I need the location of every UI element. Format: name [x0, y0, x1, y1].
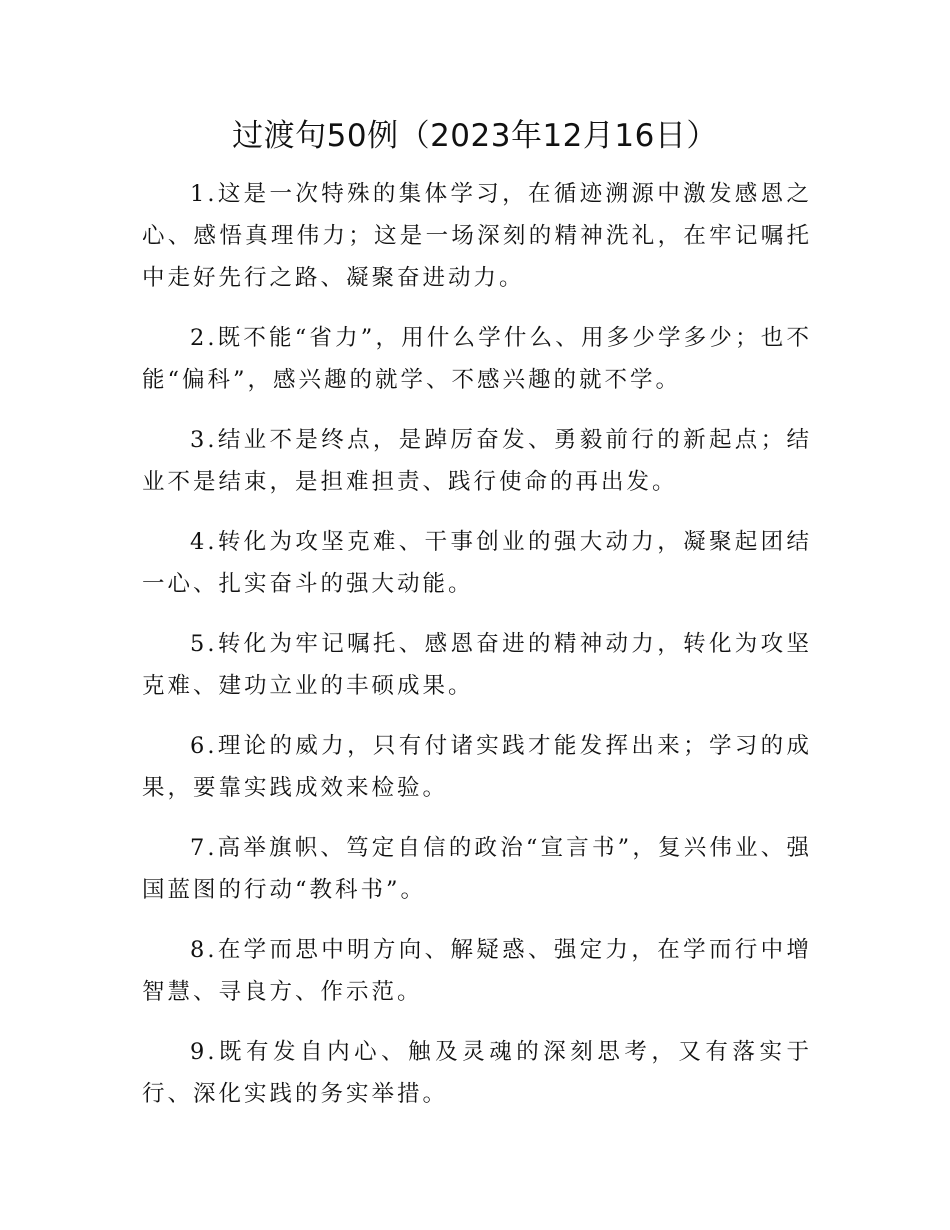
paragraph-6: 6.理论的威力，只有付诸实践才能发挥出来；学习的成果，要靠实践成效来检验。 [142, 733, 812, 801]
document-body [142, 173, 812, 1133]
paragraph-3: 3.结业不是终点，是踔厉奋发、勇毅前行的新起点；结业不是结束，是担难担责、践行使命的再出发。 [142, 427, 812, 495]
paragraph-4: 4.转化为攻坚克难、干事创业的强大动力，凝聚起团结一心、扎实奋斗的强大动能。 [142, 529, 812, 597]
paragraph-7: 7.高举旗帜、笃定自信的政治“宣言书”，复兴伟业、强国蓝图的行动“教科书”。 [142, 835, 812, 903]
paragraph-9: 9.既有发自内心、触及灵魂的深刻思考，又有落实于行、深化实践的务实举措。 [142, 1039, 812, 1107]
paragraph-8: 8.在学而思中明方向、解疑惑、强定力，在学而行中增智慧、寻良方、作示范。 [142, 937, 812, 1005]
page-title: 过渡句50例（2023年12月16日） [232, 118, 718, 154]
paragraph-2: 2.既不能“省力”，用什么学什么、用多少学多少；也不能“偏科”，感兴趣的就学、不感兴趣的就不学。 [142, 325, 812, 393]
paragraph-1: 1.这是一次特殊的集体学习，在循迹溯源中激发感恩之心、感悟真理伟力；这是一场深刻的精神洗礼，在牢记嘱托中走好先行之路、凝聚奋进动力。 [142, 181, 812, 291]
paragraph-5: 5.转化为牢记嘱托、感恩奋进的精神动力，转化为攻坚克难、建功立业的丰硕成果。 [142, 631, 812, 699]
